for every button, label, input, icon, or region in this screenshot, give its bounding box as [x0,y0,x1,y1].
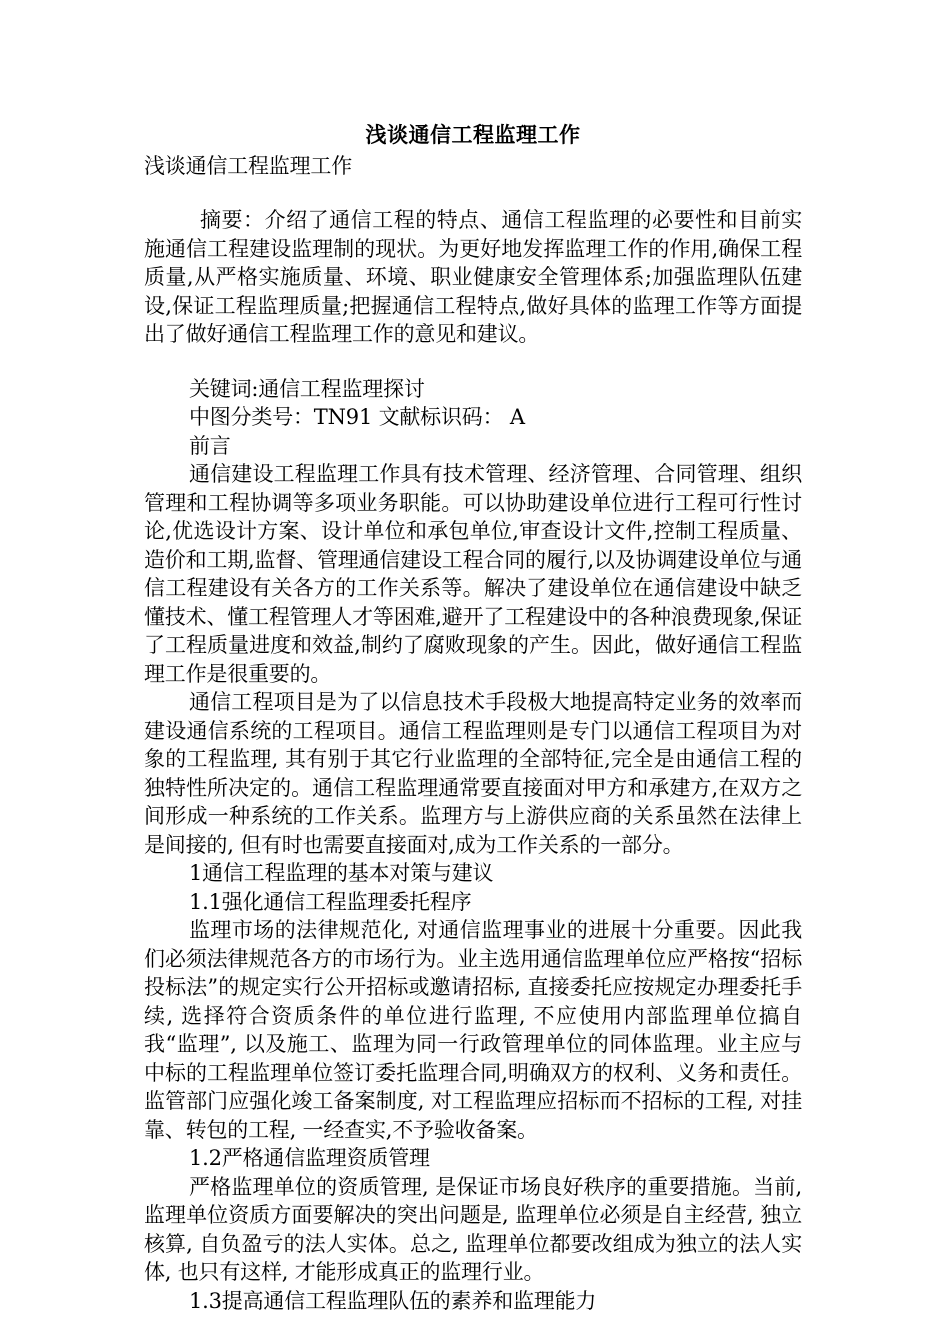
document-page [144,118,802,1315]
preface-heading: 前言 [189,433,231,458]
abstract-paragraph: 摘要：介绍了通信工程的特点、通信工程监理的必要性和目前实施通信工程建设监理制的现状。为更好地发挥监理工作的作用,确保工程质量,从严格实施质量、环境、职业健康安全管理体系;加强监理队伍建设,保证工程监理质量;把握通信工程特点,做好具体的监理工作等方面提出了做好通信工程监理工作的意见和建议。 [144,208,802,346]
section-1-heading: 1通信工程监理的基本对策与建议 [189,861,494,885]
preface-paragraph-2: 通信工程项目是为了以信息技术手段极大地提高特定业务的效率而建设通信系统的工程项目。通信工程监理则是专门以通信工程项目为对象的工程监理, 其有别于其它行业监理的全部特征,完全是由通信工程的独特性所决定的。通信工程监理通常要直接面对甲方和承建方,在双方之间形成一种系统的工作关系。监理方与上游供应商的关系虽然在法律上是间接的, 但有时也需要直接面对,成为工作关系的一部分。 [144,690,802,857]
section-1-1-heading: 1.1强化通信工程监理委托程序 [189,889,472,914]
classification-line: 中图分类号：TN91 文献标识码： A [189,405,525,429]
section-1-2-heading: 1.2严格通信监理资质管理 [189,1146,430,1170]
preface-paragraph-1: 通信建设工程监理工作具有技术管理、经济管理、合同管理、组织管理和工程协调等多项业务职能。可以协助建设单位进行工程可行性讨论,优选设计方案、设计单位和承包单位,审查设计文件,控制工程质量、造价和工期,监督、管理通信建设工程合同的履行,以及协调建设单位与通信工程建设有关各方的工作关系等。解决了建设单位在通信建设中缺乏懂技术、懂工程管理人才等困难,避开了工程建设中的各种浪费现象,保证了工程质量进度和效益,制约了腐败现象的产生。因此，做好通信工程监理工作是很重要的。 [144,462,802,686]
section-1-3-heading: 1.3提高通信工程监理队伍的素养和监理能力 [189,1288,597,1313]
blank-line [144,349,802,375]
keywords-line: 关键词:通信工程监理探讨 [189,376,425,401]
document-subtitle: 浅谈通信工程监理工作 [144,154,352,178]
section-1-1-paragraph: 监理市场的法律规范化, 对通信监理事业的进展十分重要。因此我们必须法律规范各方的市场行为。业主选用通信监理单位应严格按“招标投标法”的规定实行公开招标或邀请招标, 直接委托应按规定办理委托手续, 选择符合资质条件的单位进行监理, 不应使用内部监理单位搞自我“监理”, 以及施工、监理为同一行政管理单位的同体监理。业主应与中标的工程监理单位签订委托监理合同,明确双方的权利、义务和责任。监管部门应强化竣工备案制度, 对工程监理应招标而不招标的工程, 对挂靠、转包的工程, 一经查实,不予验收备案。 [144,918,802,1142]
blank-line [144,180,802,206]
document-title: 浅谈通信工程监理工作 [365,123,581,147]
section-1-2-paragraph: 严格监理单位的资质管理, 是保证市场良好秩序的重要措施。当前, 监理单位资质方面要解决的突出问题是, 监理单位必须是自主经营, 独立核算, 自负盈亏的法人实体。总之, 监理单位都要改组成为独立的法人实体, 也只有这样, 才能形成真正的监理行业。 [144,1174,802,1284]
